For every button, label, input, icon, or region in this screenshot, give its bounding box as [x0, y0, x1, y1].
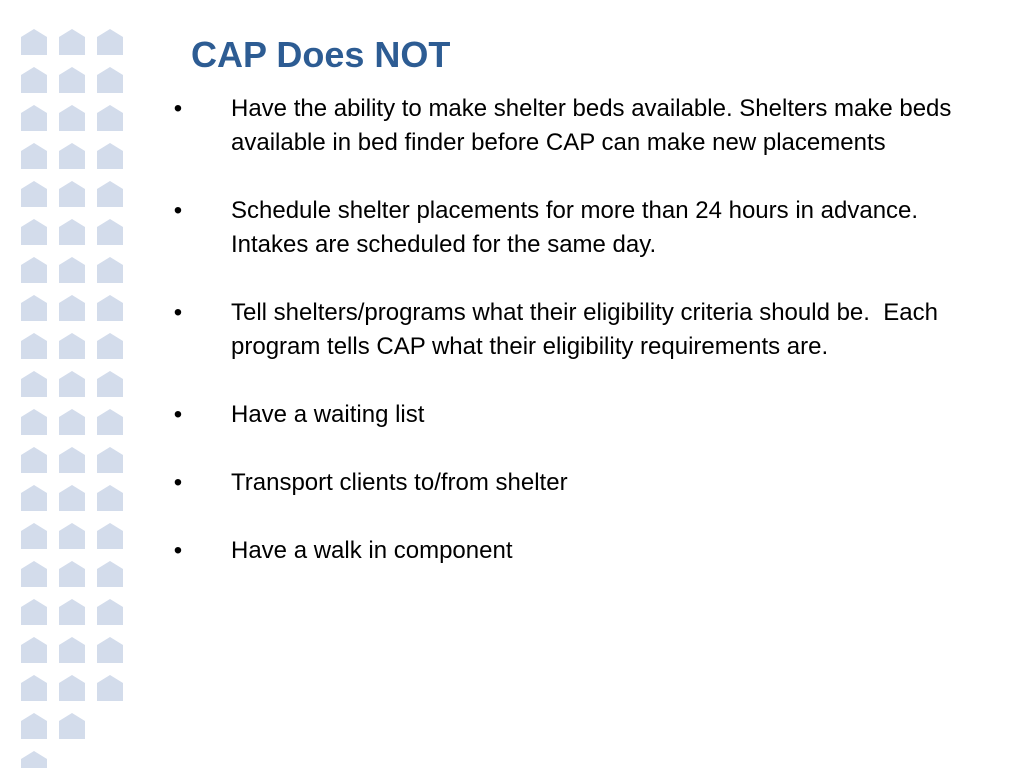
bullet-marker: •: [173, 95, 183, 122]
bullet-item: [168, 296, 958, 364]
house-icon: [96, 256, 124, 284]
house-icon: [58, 560, 86, 588]
house-icon: [96, 28, 124, 56]
house-icon: [20, 522, 48, 550]
house-icon: [20, 180, 48, 208]
bullet-text: Have a walk in component: [231, 537, 513, 564]
house-icon: [58, 104, 86, 132]
bullet-text: Have the ability to make shelter beds available. Shelters make beds available in bed finder before CAP can make new placements: [231, 95, 959, 156]
house-icon: [20, 294, 48, 322]
house-row: [20, 28, 134, 56]
house-row: [20, 142, 134, 170]
house-pattern-decoration: [20, 28, 132, 748]
bullet-item: [168, 534, 958, 568]
house-icon: [20, 142, 48, 170]
bullet-text: Have a waiting list: [231, 401, 425, 428]
house-icon: [96, 142, 124, 170]
house-row: [20, 332, 134, 360]
house-icon: [58, 674, 86, 702]
house-icon: [20, 712, 48, 740]
house-row: [20, 560, 134, 588]
house-row: [20, 598, 134, 626]
house-icon: [20, 636, 48, 664]
house-icon: [20, 256, 48, 284]
house-icon: [96, 598, 124, 626]
house-row: [20, 104, 134, 132]
house-icon: [20, 560, 48, 588]
house-icon: [58, 370, 86, 398]
house-icon: [20, 750, 48, 768]
house-row: [20, 180, 134, 208]
house-icon: [96, 370, 124, 398]
house-row: [20, 484, 134, 512]
house-icon: [96, 484, 124, 512]
house-icon: [58, 332, 86, 360]
house-row: [20, 750, 58, 768]
bullet-item: [168, 92, 958, 160]
house-icon: [20, 28, 48, 56]
house-icon: [96, 104, 124, 132]
bullet-marker: •: [173, 299, 183, 326]
house-icon: [58, 712, 86, 740]
house-icon: [96, 408, 124, 436]
house-icon: [96, 446, 124, 474]
house-icon: [20, 674, 48, 702]
house-icon: [20, 218, 48, 246]
house-icon: [58, 218, 86, 246]
house-icon: [20, 408, 48, 436]
house-icon: [58, 446, 86, 474]
bullet-text: Schedule shelter placements for more than 24 hours in advance. Intakes are scheduled for the same day.: [231, 197, 932, 258]
house-icon: [58, 28, 86, 56]
house-row: [20, 294, 134, 322]
house-row: [20, 522, 134, 550]
house-icon: [96, 674, 124, 702]
house-row: [20, 66, 134, 94]
house-row: [20, 218, 134, 246]
bullet-item: [168, 194, 958, 262]
bullet-item: [168, 398, 958, 432]
house-icon: [58, 522, 86, 550]
house-icon: [58, 66, 86, 94]
house-row: [20, 636, 134, 664]
house-row: [20, 674, 134, 702]
house-icon: [96, 180, 124, 208]
bullet-list: [168, 92, 958, 602]
house-row: [20, 256, 134, 284]
house-icon: [58, 294, 86, 322]
house-icon: [58, 408, 86, 436]
house-icon: [58, 142, 86, 170]
house-row: [20, 370, 134, 398]
house-icon: [96, 218, 124, 246]
house-icon: [96, 332, 124, 360]
house-icon: [58, 484, 86, 512]
bullet-text: Tell shelters/programs what their eligibility criteria should be. Each program tells CAP what their eligibility requirements are.: [231, 299, 945, 360]
house-icon: [96, 636, 124, 664]
house-icon: [20, 598, 48, 626]
house-icon: [20, 446, 48, 474]
house-icon: [20, 104, 48, 132]
house-icon: [58, 256, 86, 284]
house-icon: [20, 66, 48, 94]
house-icon: [20, 332, 48, 360]
house-icon: [58, 598, 86, 626]
house-icon: [96, 522, 124, 550]
house-icon: [20, 370, 48, 398]
bullet-marker: •: [173, 469, 183, 496]
bullet-text: Transport clients to/from shelter: [231, 469, 568, 496]
house-row: [20, 712, 96, 740]
house-row: [20, 446, 134, 474]
house-icon: [20, 484, 48, 512]
bullet-marker: •: [173, 537, 183, 564]
slide-title: CAP Does NOT: [191, 34, 451, 75]
bullet-marker: •: [173, 401, 183, 428]
house-icon: [58, 180, 86, 208]
house-icon: [96, 66, 124, 94]
bullet-item: [168, 466, 958, 500]
house-icon: [96, 294, 124, 322]
house-icon: [96, 560, 124, 588]
bullet-marker: •: [173, 197, 183, 224]
house-icon: [58, 636, 86, 664]
house-row: [20, 408, 134, 436]
